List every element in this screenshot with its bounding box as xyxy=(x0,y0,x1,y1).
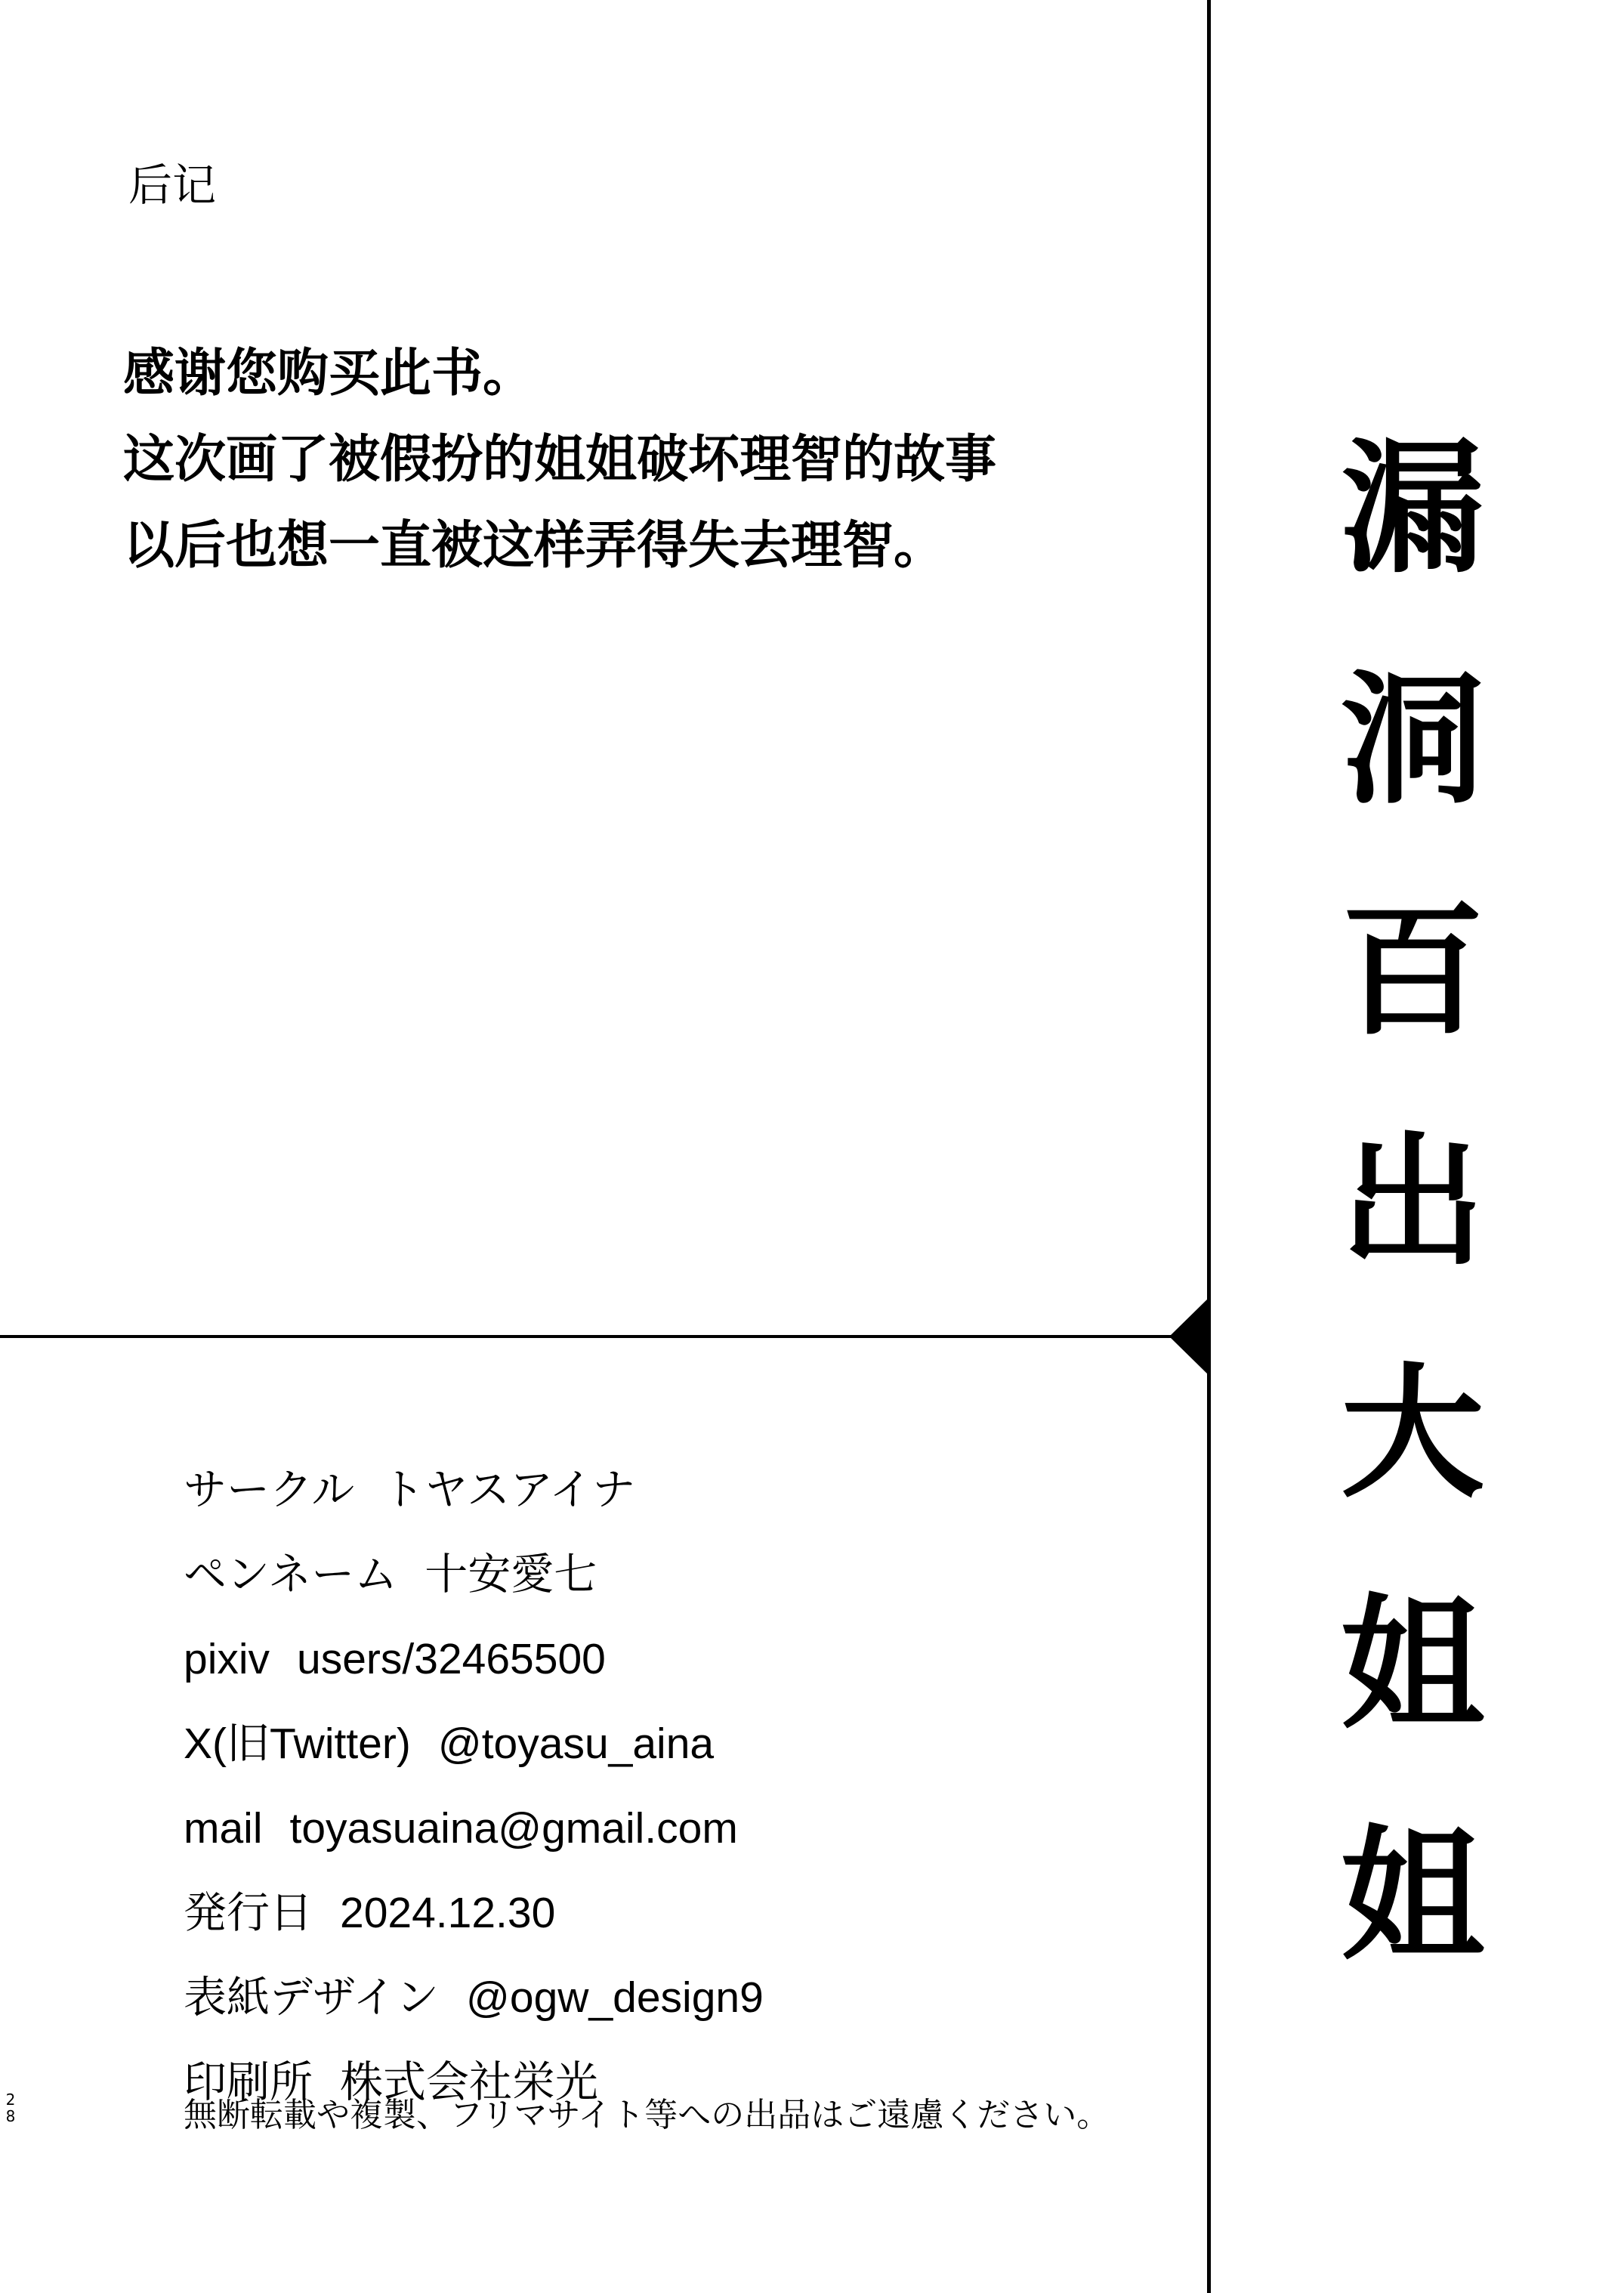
divider-arrow-marker xyxy=(1169,1298,1209,1375)
copyright-notice: 無断転載や複製、フリマサイト等への出品はご遠慮ください。 xyxy=(184,2096,1110,2134)
credit-row-mail xyxy=(184,1786,764,1871)
book-title-vertical xyxy=(1326,393,1499,2011)
afterword-line: 以后也想一直被这样弄得失去理智。 xyxy=(123,516,946,576)
afterword-line: 感谢您购买此书。 xyxy=(123,344,535,403)
colophon-credits xyxy=(184,1448,764,2125)
credit-value: 株式会社栄光 xyxy=(340,2058,598,2106)
book-title-char: 出 xyxy=(1340,1117,1484,1286)
credit-label: mail xyxy=(184,1804,263,1853)
credit-label: 発行日 xyxy=(184,1889,313,1937)
credit-row-circle xyxy=(184,1448,764,1532)
credit-value: トヤスアイナ xyxy=(381,1466,636,1514)
page-number: 28 xyxy=(5,2091,16,2125)
vertical-divider xyxy=(1207,0,1211,2293)
book-title-char: 漏 xyxy=(1340,424,1484,592)
credit-row-cover-design xyxy=(184,1955,764,2040)
credit-value: 2024.12.30 xyxy=(340,1889,556,1937)
credit-label: X(旧Twitter) xyxy=(184,1720,411,1768)
credit-label: ペンネーム xyxy=(184,1550,398,1599)
credit-label: サークル xyxy=(184,1466,355,1514)
credit-row-pen-name xyxy=(184,1532,764,1617)
book-title-char: 大 xyxy=(1340,1349,1484,1517)
credit-value: @toyasu_aina xyxy=(437,1720,715,1768)
credit-value: @ogw_design9 xyxy=(466,1973,764,2022)
credit-value: 十安愛七 xyxy=(425,1550,597,1599)
credit-value: users/32465500 xyxy=(297,1635,606,1683)
credit-row-publish-date xyxy=(184,1871,764,1955)
afterword-body xyxy=(123,331,996,589)
afterword-title: 后记 xyxy=(128,159,217,211)
book-title-char: 姐 xyxy=(1340,1811,1484,1979)
book-title-char: 姐 xyxy=(1340,1580,1484,1748)
credit-label: 表紙デザイン xyxy=(184,1973,440,2022)
horizontal-divider xyxy=(0,1335,1209,1338)
credit-label: pixiv xyxy=(184,1635,270,1683)
book-title-char: 百 xyxy=(1340,886,1484,1055)
credit-label: 印刷所 xyxy=(184,2058,313,2106)
credit-row-x-twitter xyxy=(184,1701,764,1786)
credit-value: toyasuaina@gmail.com xyxy=(289,1804,738,1853)
afterword-line: 这次画了被假扮的姐姐破坏理智的故事 xyxy=(123,430,997,490)
credit-row-pixiv xyxy=(184,1617,764,1701)
book-title-char: 洞 xyxy=(1340,655,1484,824)
